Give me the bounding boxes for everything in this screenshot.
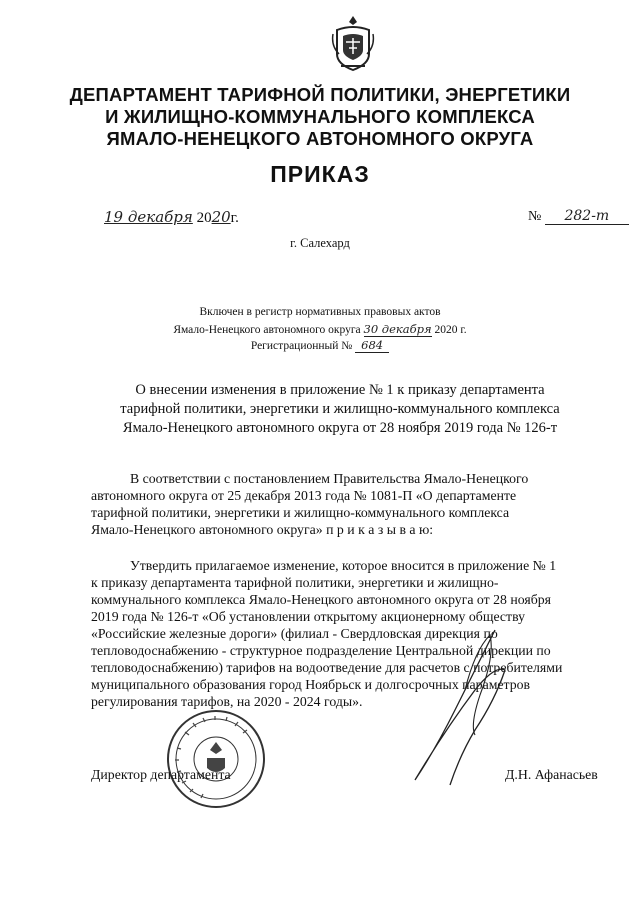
subject-line1: О внесении изменения в приложение № 1 к приказу департамента [135, 382, 545, 398]
subject-line2: тарифной политики, энергетики и жилищно-коммунального комплекса [120, 401, 560, 417]
signatory-position: Директор департамента [91, 767, 231, 782]
order-text-line4: 2019 года № 126-т «Об установлении открытому акционерному обществу [91, 609, 526, 624]
order-text-line8: муниципального образования город Ноябрьск и долгосрочных параметров [91, 677, 531, 692]
year-handwritten: 20 [211, 208, 231, 226]
department-name-line2: И ЖИЛИЩНО-КОММУНАЛЬНОГО КОМПЛЕКСА [105, 106, 535, 127]
order-text-line1: Утвердить прилагаемое изменение, которое вносится в приложение № 1 [130, 558, 557, 573]
preamble-line1: В соответствии с постановлением Правительства Ямало-Ненецкого [130, 471, 529, 486]
registration-year: 2020 г. [434, 324, 467, 336]
coat-of-arms-emblem [331, 14, 375, 72]
registration-number-handwritten: 684 [355, 338, 389, 353]
order-text-line6: тепловодоснабжению - структурное подразделение Центральной дирекции по [91, 643, 551, 658]
registration-prefix: Ямало-Ненецкого автономного округа [173, 324, 361, 336]
date-handwritten: 19 декабря [104, 208, 193, 226]
order-text-line3: коммунального комплекса Ямало-Ненецкого автономного округа от 28 ноября [91, 592, 551, 607]
document-title: ПРИКАЗ [270, 161, 370, 187]
city: г. Салехард [290, 236, 350, 250]
registration-line3 [0, 338, 640, 353]
order-text-line5: «Российские железные дороги» (филиал - Свердловская дирекция по [91, 626, 498, 641]
order-text-line9: регулирования тарифов, на 2020 - 2024 годы». [91, 694, 363, 709]
order-number [528, 208, 629, 225]
preamble-line2: автономного округа от 25 декабря 2013 года № 1081-П «О департаменте [91, 488, 517, 503]
order-text-line7: тепловодоснабжению) тарифов на водоотведение для расчетов с потребителями [91, 660, 563, 675]
department-name-line3: ЯМАЛО-НЕНЕЦКОГО АВТОНОМНОГО ОКРУГА [106, 128, 534, 149]
year-prefix: 20 [196, 210, 212, 226]
registration-date-handwritten: 30 декабря [363, 322, 432, 336]
signatory-name: Д.Н. Афанасьев [505, 767, 598, 782]
number-label: № [528, 209, 542, 224]
number-handwritten: 282-т [545, 208, 629, 225]
subject-line3: Ямало-Ненецкого автономного округа от 28 ноября 2019 года № 126-т [122, 420, 558, 436]
preamble-line3: тарифной политики, энергетики и жилищно-коммунального комплекса [91, 505, 510, 520]
department-name-line1: ДЕПАРТАМЕНТ ТАРИФНОЙ ПОЛИТИКИ, ЭНЕРГЕТИКИ [69, 84, 571, 105]
registration-line2 [0, 322, 640, 337]
registration-number-label: Регистрационный № [250, 340, 353, 352]
preamble-line4: Ямало-Ненецкого автономного округа» п р и к а з ы в а ю: [91, 522, 434, 537]
order-date [104, 208, 239, 227]
registration-line1: Включен в регистр нормативных правовых актов [199, 306, 441, 318]
year-suffix: г. [230, 210, 239, 226]
order-text-line2: к приказу департамента тарифной политики, энергетики и жилищно- [91, 575, 499, 590]
official-seal-stamp [165, 708, 267, 810]
